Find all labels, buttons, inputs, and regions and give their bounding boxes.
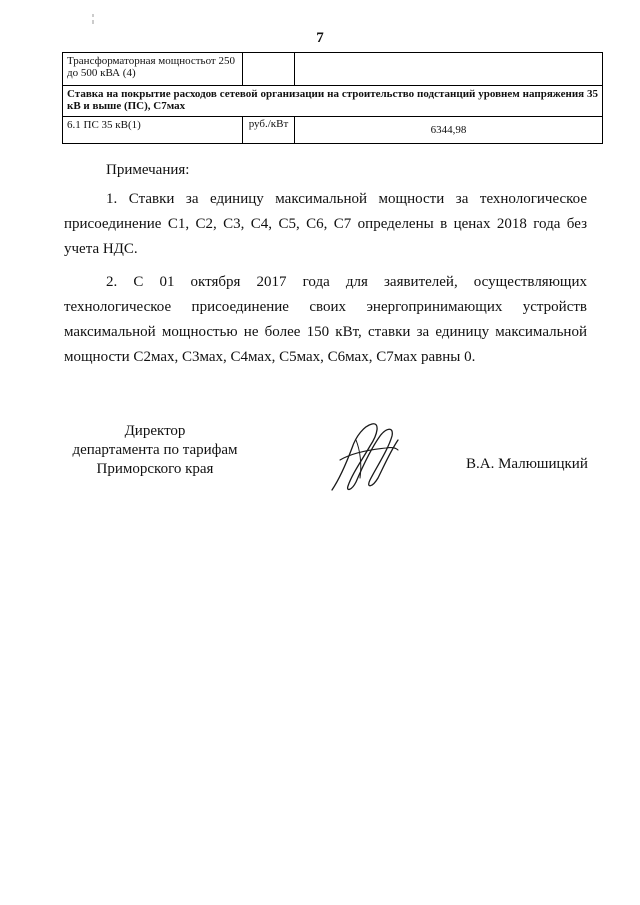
signatory-title bbox=[60, 422, 250, 479]
table-cell-unit bbox=[243, 53, 295, 86]
table-cell-value: 6344,98 bbox=[295, 117, 603, 144]
section-heading-cell: Ставка на покрытие расходов сетевой организации на строительство подстанций уровнем напряжения 35 кВ и выше (ПС), С7мах bbox=[63, 86, 603, 117]
table-cell-value bbox=[295, 53, 603, 86]
table-row bbox=[63, 117, 603, 144]
signatory-title-line: Директор bbox=[124, 423, 186, 439]
table-row bbox=[63, 53, 603, 86]
signatory-name: В.А. Малюшицкий bbox=[466, 456, 588, 472]
signatory-title-line: Приморского края bbox=[96, 461, 214, 477]
table-cell-description: 6.1 ПС 35 кВ(1) bbox=[63, 117, 243, 144]
note-item-1: 1. Ставки за единицу максимальной мощности за технологическое присоединение С1, С2, С3, С4, С5, С6, С7 определены в ценах 2018 года без учета НДС. bbox=[64, 191, 587, 257]
signatory-title-line: департамента по тарифам bbox=[72, 442, 238, 458]
notes-heading: Примечания: bbox=[106, 162, 190, 178]
page-number: 7 bbox=[316, 30, 324, 46]
note-item-2: 2. С 01 октября 2017 года для заявителей, осуществляющих технологическое присоединение своих энергопринимающих устройств максимальной мощностью не более 150 кВт, ставки за единицу максимальной мощности С2мах, С3мах, С4мах, С5мах, С6мах, С7мах равны 0. bbox=[64, 274, 587, 365]
table-cell-unit: руб./кВт bbox=[243, 117, 295, 144]
handwritten-signature bbox=[326, 420, 406, 500]
scan-mark bbox=[92, 14, 94, 24]
table-row-section-heading bbox=[63, 86, 603, 117]
rates-table bbox=[62, 52, 603, 144]
table-cell-description: Трансформаторная мощностьот 250 до 500 кВА (4) bbox=[63, 53, 243, 86]
notes-section bbox=[64, 158, 587, 378]
